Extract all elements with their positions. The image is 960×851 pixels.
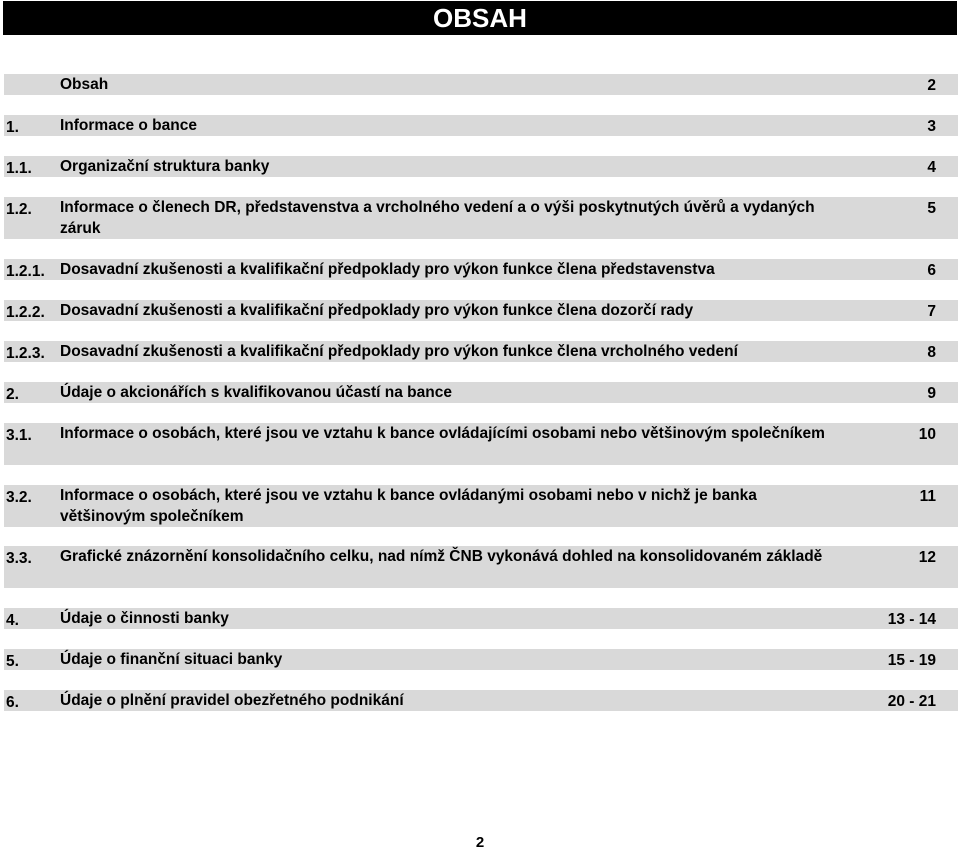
- toc-row: [4, 690, 958, 711]
- document-heading: [3, 1, 957, 35]
- toc-title: Informace o osobách, které jsou ve vztahu k bance ovládanými osobami nebo v nichž je banka většinovým společníkem: [60, 487, 757, 525]
- toc-page: 7: [927, 303, 936, 320]
- toc-title: Obsah: [60, 76, 109, 93]
- toc-page: 20 - 21: [887, 693, 936, 710]
- toc-row: [4, 74, 958, 95]
- toc-number: 5.: [6, 653, 19, 670]
- toc-number: 1.: [6, 119, 19, 136]
- toc-number: 1.2.2.: [6, 304, 45, 321]
- toc-title: Organizační struktura banky: [60, 158, 270, 175]
- toc-page: 8: [927, 344, 936, 361]
- toc-page: 15 - 19: [887, 652, 936, 669]
- toc-row: [4, 608, 958, 629]
- toc-number: 4.: [6, 612, 19, 629]
- toc-page: 13 - 14: [887, 611, 936, 628]
- toc-page: 6: [927, 262, 936, 279]
- toc-page: 3: [927, 118, 936, 135]
- toc-title: Informace o členech DR, představenstva a vrcholného vedení a o výši poskytnutých úvěrů a vydaných záruk: [60, 199, 815, 237]
- toc-number: 1.2.3.: [6, 345, 45, 362]
- toc-number: 3.3.: [6, 550, 32, 567]
- toc-title: Údaje o akcionářích s kvalifikovanou účastí na bance: [60, 384, 452, 401]
- toc-title: Informace o bance: [60, 117, 197, 134]
- toc-row: [4, 259, 958, 280]
- toc-title: Údaje o plnění pravidel obezřetného podnikání: [60, 692, 404, 709]
- toc-row: [4, 382, 958, 403]
- toc-row: [4, 341, 958, 362]
- toc-number: 2.: [6, 386, 19, 403]
- toc-number: 1.2.: [6, 201, 32, 218]
- toc-number: 3.1.: [6, 427, 32, 444]
- toc-title: Údaje o činnosti banky: [60, 610, 229, 627]
- toc-page: 2: [927, 77, 936, 94]
- toc-row: [4, 115, 958, 136]
- toc-page: 4: [927, 159, 936, 176]
- toc-row: [4, 197, 958, 239]
- toc-row: [4, 156, 958, 177]
- toc-row: [4, 300, 958, 321]
- toc-title: Dosavadní zkušenosti a kvalifikační předpoklady pro výkon funkce člena vrcholného vedení: [60, 343, 738, 360]
- toc-title: Dosavadní zkušenosti a kvalifikační předpoklady pro výkon funkce člena představenstva: [60, 261, 715, 278]
- page-number: 2: [475, 834, 485, 851]
- toc-page: 9: [927, 385, 936, 402]
- toc-row: [4, 423, 958, 465]
- toc-number: 1.2.1.: [6, 263, 45, 280]
- toc-number: 1.1.: [6, 160, 32, 177]
- toc-title: Dosavadní zkušenosti a kvalifikační předpoklady pro výkon funkce člena dozorčí rady: [60, 302, 694, 319]
- toc-number: 3.2.: [6, 489, 32, 506]
- toc-row: [4, 485, 958, 527]
- toc-page: 11: [919, 488, 936, 505]
- toc-page: 12: [918, 549, 936, 566]
- toc-number: 6.: [6, 694, 19, 711]
- toc-page: 5: [927, 200, 936, 217]
- toc-title: Údaje o finanční situaci banky: [60, 651, 283, 668]
- toc-row: [4, 649, 958, 670]
- heading-text: OBSAH: [433, 3, 527, 33]
- toc-page: 10: [918, 426, 936, 443]
- toc-row: [4, 546, 958, 588]
- toc-title: Grafické znázornění konsolidačního celku, nad nímž ČNB vykonává dohled na konsolidovaném základě: [60, 548, 823, 565]
- toc-title: Informace o osobách, které jsou ve vztahu k bance ovládajícími osobami nebo většinovým společníkem: [60, 425, 825, 442]
